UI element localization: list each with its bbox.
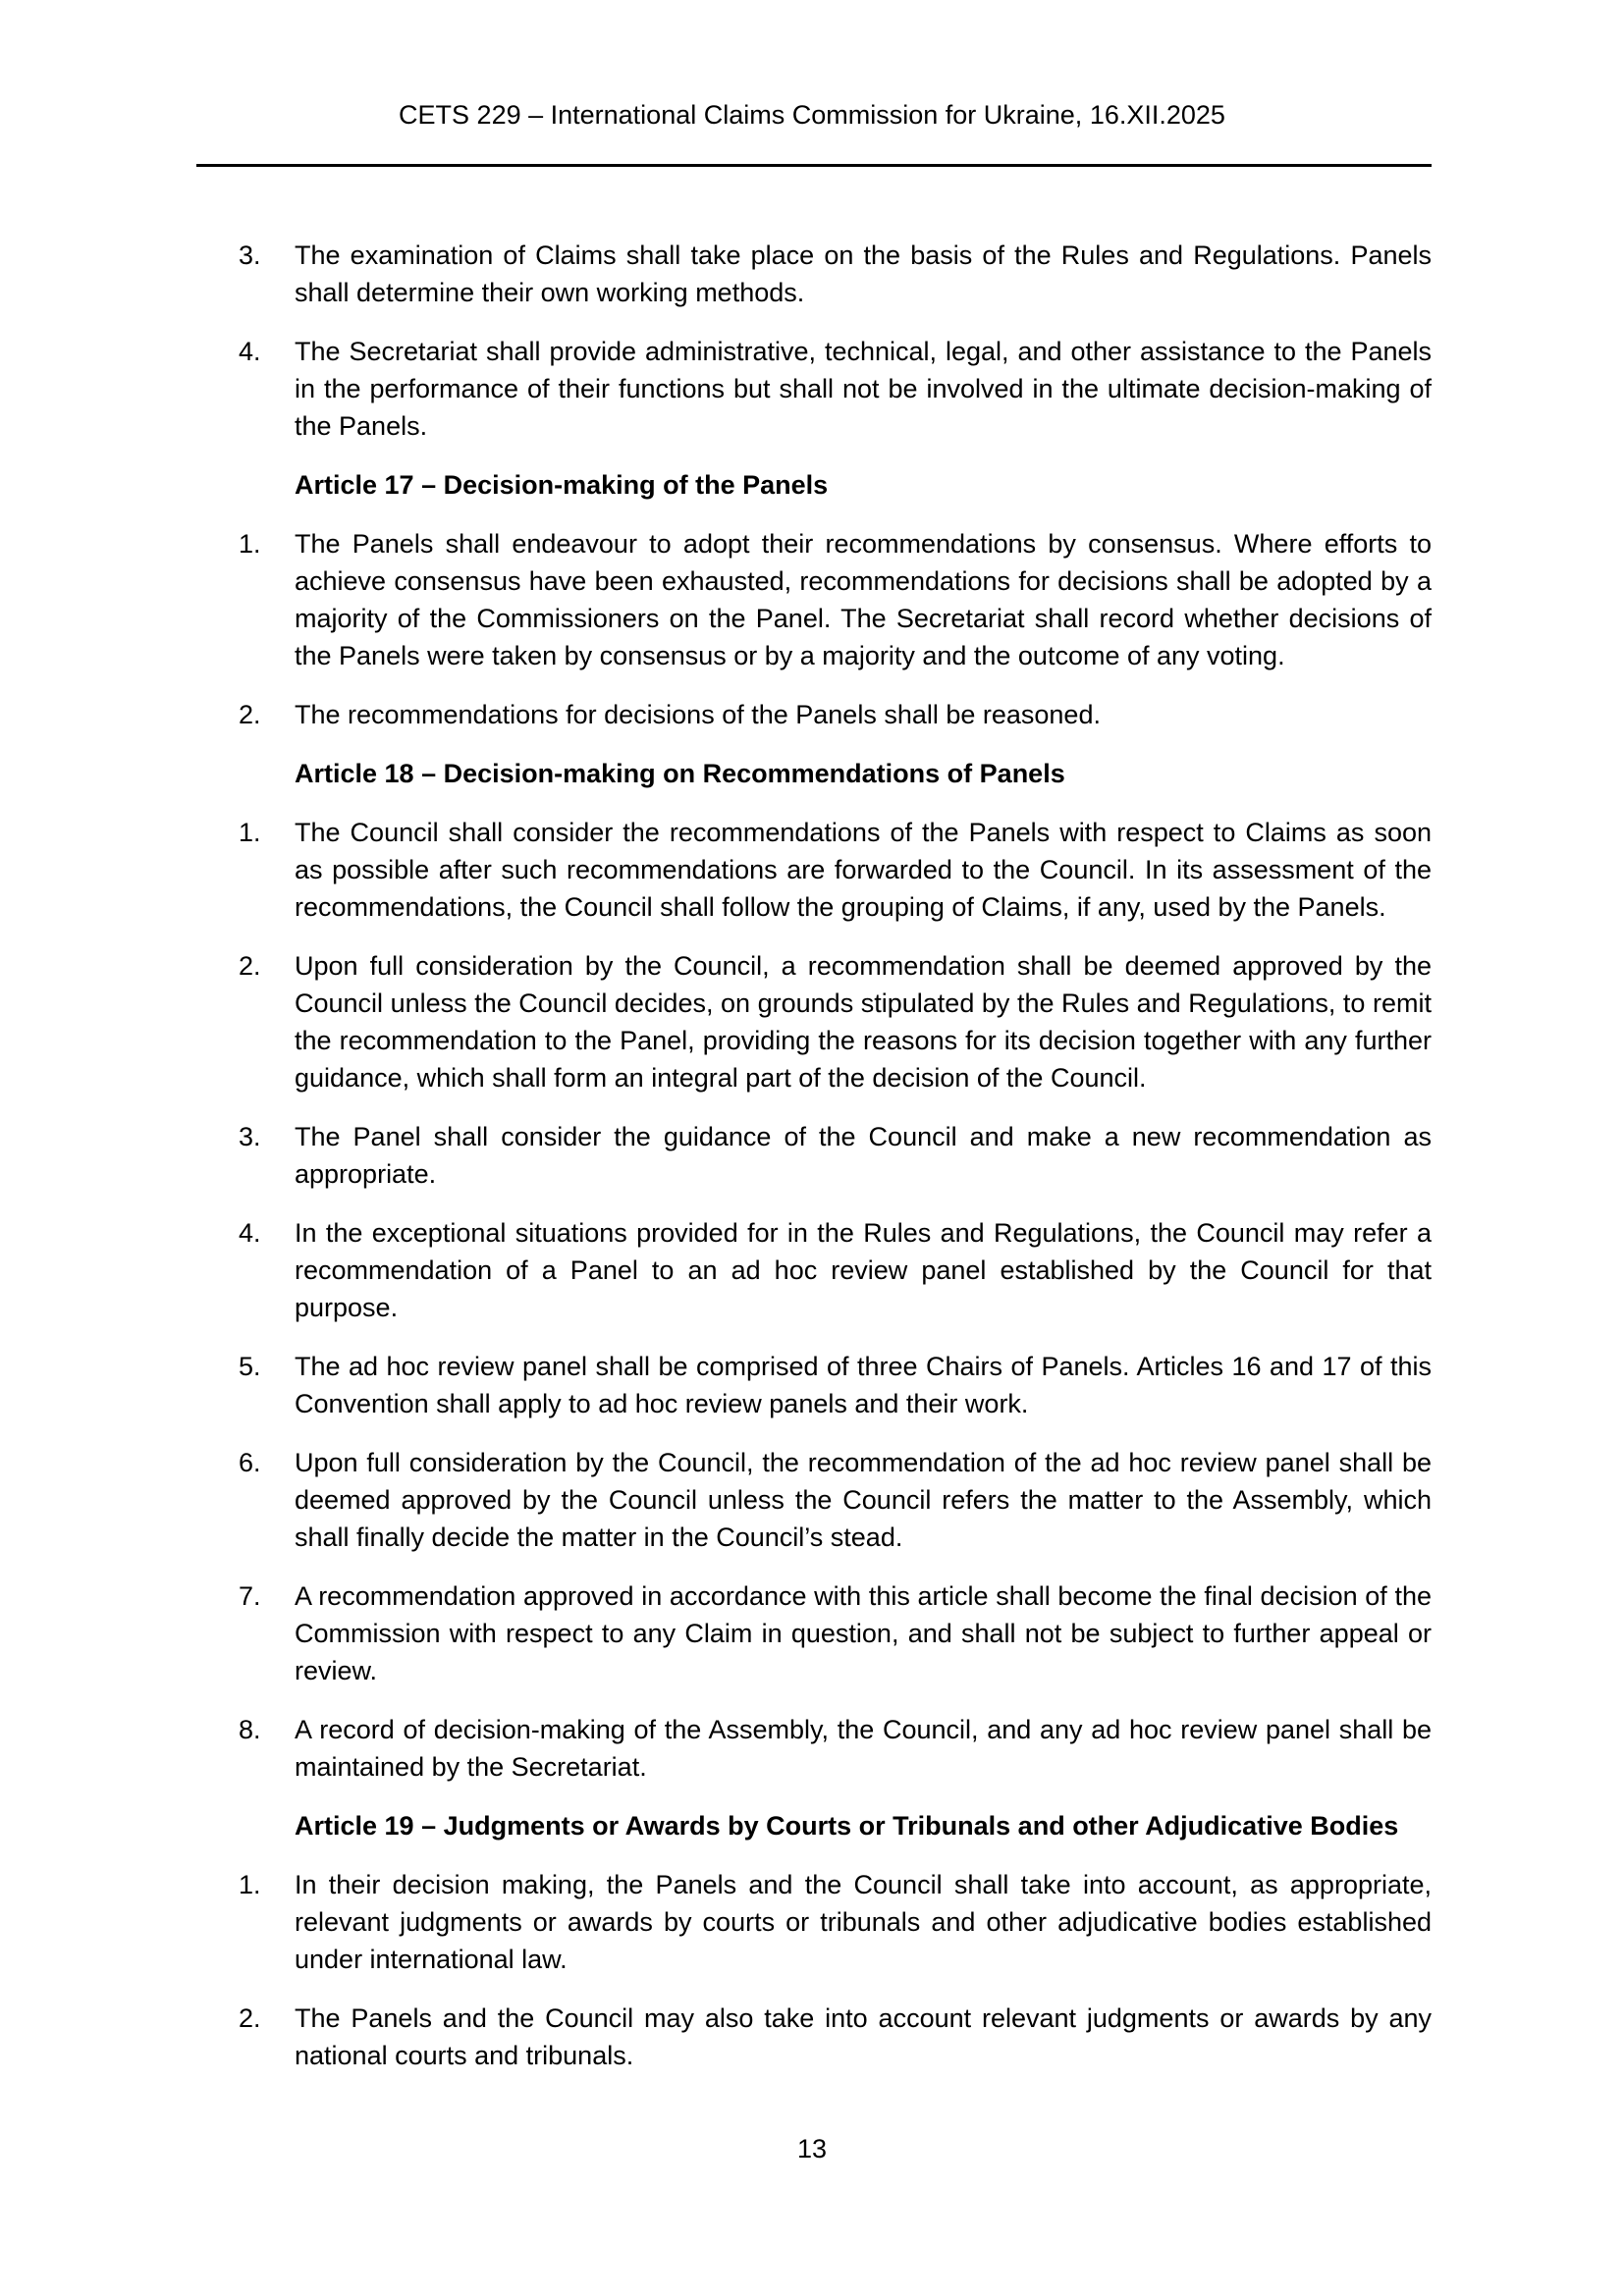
- list-item: [239, 1866, 1432, 1978]
- list-item: [239, 814, 1432, 926]
- item-number: 1.: [239, 818, 261, 847]
- item-text: The examination of Claims shall take place on the basis of the Rules and Regulations. Panels shall determine their own working methods.: [295, 240, 1432, 307]
- item-text: The Panels shall endeavour to adopt their recommendations by consensus. Where efforts to achieve consensus have been exhausted, recommendations for decisions shall be adopted by a majority of the Commissioners on the Panel. The Secretariat shall record whether decisions of the Panels were taken by consensus or by a majority and the outcome of any voting.: [295, 529, 1432, 670]
- item-number: 2.: [239, 951, 261, 981]
- list-item: [239, 1214, 1432, 1326]
- item-text: The Panels and the Council may also take into account relevant judgments or awards by any national courts and tribunals.: [295, 2003, 1432, 2070]
- item-text: A recommendation approved in accordance with this article shall become the final decision of the Commission with respect to any Claim in question, and shall not be subject to further appeal or review.: [295, 1581, 1432, 1685]
- list-item: [239, 1444, 1432, 1556]
- page-number: 13: [796, 2134, 828, 2163]
- item-number: 7.: [239, 1581, 261, 1611]
- item-number: 4.: [239, 337, 261, 366]
- item-text: A record of decision-making of the Assembly, the Council, and any ad hoc review panel shall be maintained by the Secretariat.: [295, 1715, 1432, 1782]
- item-text: The ad hoc review panel shall be comprised of three Chairs of Panels. Articles 16 and 17 of this Convention shall apply to ad hoc review panels and their work.: [295, 1352, 1432, 1418]
- item-number: 2.: [239, 2003, 261, 2033]
- item-number: 5.: [239, 1352, 261, 1381]
- item-number: 3.: [239, 1122, 261, 1151]
- list-item: [239, 1711, 1432, 1786]
- list-item: [239, 333, 1432, 445]
- item-text: In the exceptional situations provided for in the Rules and Regulations, the Council may refer a recommendation of a Panel to an ad hoc review panel established by the Council for that purpose.: [295, 1218, 1432, 1322]
- document-body: [239, 237, 1432, 2096]
- page-header: CETS 229 – International Claims Commission for Ukraine, 16.XII.2025: [399, 100, 1225, 130]
- item-text: The Council shall consider the recommendations of the Panels with respect to Claims as soon as possible after such recommendations are forwarded to the Council. In its assessment of the recommendations, the Council shall follow the grouping of Claims, if any, used by the Panels.: [295, 818, 1432, 922]
- item-text: Upon full consideration by the Council, a recommendation shall be deemed approved by the Council unless the Council decides, on grounds stipulated by the Rules and Regulations, to remit the recommendation to the Panel, providing the reasons for its decision together with any further guidance, which shall form an integral part of the decision of the Council.: [295, 951, 1432, 1093]
- article-heading: Article 17 – Decision-making of the Panels: [295, 470, 829, 500]
- item-number: 2.: [239, 700, 261, 729]
- list-item: [239, 1348, 1432, 1422]
- list-item: [239, 1577, 1432, 1689]
- list-item: [239, 2000, 1432, 2074]
- item-number: 1.: [239, 529, 261, 559]
- list-item: [239, 525, 1432, 674]
- item-text: Upon full consideration by the Council, the recommendation of the ad hoc review panel shall be deemed approved by the Council unless the Council refers the matter to the Assembly, which shall finally decide the matter in the Council’s stead.: [295, 1448, 1432, 1552]
- item-number: 3.: [239, 240, 261, 270]
- item-text: The Secretariat shall provide administrative, technical, legal, and other assistance to the Panels in the performance of their functions but shall not be involved in the ultimate decision-making of the Panels.: [295, 337, 1432, 441]
- list-item: [239, 1118, 1432, 1193]
- article-heading: Article 18 – Decision-making on Recommendations of Panels: [295, 759, 1065, 788]
- item-number: 8.: [239, 1715, 261, 1744]
- item-number: 6.: [239, 1448, 261, 1477]
- item-text: The Panel shall consider the guidance of the Council and make a new recommendation as appropriate.: [295, 1122, 1432, 1189]
- item-number: 4.: [239, 1218, 261, 1248]
- list-item: [239, 696, 1432, 733]
- item-number: 1.: [239, 1870, 261, 1899]
- article-heading: Article 19 – Judgments or Awards by Courts or Tribunals and other Adjudicative Bodies: [295, 1811, 1399, 1841]
- list-item: [239, 237, 1432, 311]
- item-text: The recommendations for decisions of the Panels shall be reasoned.: [295, 700, 1101, 729]
- item-text: In their decision making, the Panels and the Council shall take into account, as appropriate, relevant judgments or awards by courts or tribunals and other adjudicative bodies established under international law.: [295, 1870, 1432, 1974]
- header-separator-rule: [196, 164, 1432, 167]
- list-item: [239, 947, 1432, 1096]
